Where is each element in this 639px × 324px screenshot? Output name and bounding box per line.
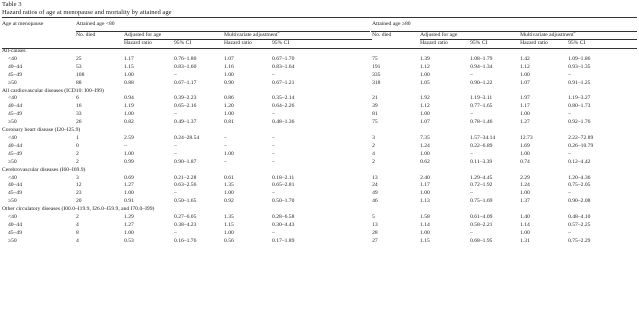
- col-hazard-ratio: Hazard ratio: [124, 40, 152, 46]
- row-label: ≥50: [8, 79, 17, 86]
- table-cell: –: [568, 150, 571, 157]
- table-cell: 0.91: [124, 198, 134, 205]
- section-row: [2, 48, 637, 56]
- table-cell: 1.15: [124, 63, 134, 70]
- table-cell: 0.38–4.23: [174, 221, 197, 228]
- table-cell: 0.86: [224, 95, 234, 102]
- table-cell: 5: [372, 214, 375, 221]
- table-cell: 0.27–6.05: [174, 214, 197, 221]
- table-cell: 24: [372, 182, 378, 189]
- table-cell: –: [272, 229, 275, 236]
- table-cell: 0.53: [124, 237, 134, 244]
- table-cell: 53: [76, 63, 82, 70]
- table-cell: 1.00: [224, 150, 234, 157]
- section-title: Cerebrovascular diseases (I60–I69.9): [2, 166, 86, 173]
- table-cell: 16: [76, 103, 82, 110]
- table-cell: 0.99: [124, 158, 134, 165]
- table-cell: 26: [76, 119, 82, 126]
- table-cell: 1.07: [520, 79, 530, 86]
- table-cell: 1.12: [420, 63, 430, 70]
- row-label: 45–49: [8, 150, 22, 157]
- sub-rule-right-mv: [520, 39, 637, 40]
- table-cell: 0.35–2.14: [272, 95, 295, 102]
- table-cell: 1.31: [520, 237, 530, 244]
- table-row: [2, 111, 637, 119]
- table-cell: 1.00: [124, 111, 134, 118]
- table-cell: 0.92: [224, 198, 234, 205]
- table-cell: 1.20–4.36: [568, 174, 591, 181]
- table-row: [2, 135, 637, 143]
- table-cell: 12: [76, 182, 82, 189]
- group-attained-age-80-plus: Attained age ≥80: [372, 21, 411, 27]
- table-cell: 1.12: [420, 103, 430, 110]
- table-cell: 1.00: [520, 190, 530, 197]
- table-cell: 4: [372, 150, 375, 157]
- table-cell: 0.75–2.05: [568, 182, 591, 189]
- table-cell: –: [568, 229, 571, 236]
- table-cell: 2.59: [124, 134, 134, 141]
- table-cell: 2: [372, 158, 375, 165]
- table-cell: 1.57–34.14: [470, 134, 496, 141]
- table-cell: 1.12: [520, 63, 530, 70]
- sub-rule-left-mv: [224, 39, 372, 40]
- table-cell: –: [272, 71, 275, 78]
- table-cell: 1.00: [420, 71, 430, 78]
- table-cell: 1.24: [420, 142, 430, 149]
- table-cell: 2.22–72.89: [568, 134, 594, 141]
- col-age-at-menopause: Age at menopause: [2, 21, 44, 27]
- table-cell: 13: [372, 174, 378, 181]
- group-rule-left: [76, 31, 370, 32]
- table-row: [2, 151, 637, 159]
- table-cell: 49: [372, 190, 378, 197]
- table-cell: 1.15: [420, 237, 430, 244]
- table-cell: 1.24: [520, 182, 530, 189]
- table-cell: 0.69: [124, 174, 134, 181]
- table-cell: 1.69: [520, 142, 530, 149]
- table-cell: 23: [76, 190, 82, 197]
- table-cell: 1.15: [224, 221, 234, 228]
- table-cell: 88: [76, 79, 82, 86]
- table-cell: 1.00: [420, 111, 430, 118]
- table-cell: 0.26–10.79: [568, 142, 594, 149]
- table-cell: –: [470, 71, 473, 78]
- table-cell: 1.19: [124, 103, 134, 110]
- table-cell: 1.00: [520, 111, 530, 118]
- table-row: [2, 95, 637, 103]
- table-cell: 12.73: [520, 134, 533, 141]
- table-cell: 81: [372, 111, 378, 118]
- table-cell: 0.39–2.23: [174, 95, 197, 102]
- table-cell: 1.00: [420, 150, 430, 157]
- table-row: [2, 64, 637, 72]
- table-cell: 1.27: [520, 119, 530, 126]
- table-cell: –: [174, 150, 177, 157]
- table-cell: 1.00: [520, 229, 530, 236]
- table-row: [2, 238, 637, 246]
- table-cell: 0.61: [224, 174, 234, 181]
- table-cell: 1.27: [124, 182, 134, 189]
- table-cell: 46: [372, 198, 378, 205]
- table-cell: –: [224, 134, 227, 141]
- table-row: [2, 214, 637, 222]
- table-cell: 0.94–1.34: [470, 63, 493, 70]
- table-cell: –: [470, 150, 473, 157]
- table-cell: 1.00: [224, 190, 234, 197]
- table-cell: 0.65–2.16: [174, 103, 197, 110]
- table-cell: 0.18–2.11: [272, 174, 295, 181]
- table-cell: 0.48–4.10: [568, 214, 591, 221]
- table-cell: 1.00: [224, 229, 234, 236]
- table-cell: 1.00: [520, 150, 530, 157]
- col-hazard-ratio: Hazard ratio: [420, 40, 448, 46]
- row-label: 40–44: [8, 221, 22, 228]
- table-cell: –: [174, 190, 177, 197]
- table-row: [2, 230, 637, 238]
- table-cell: –: [272, 150, 275, 157]
- table-cell: 0.72–1.92: [470, 182, 493, 189]
- table-cell: 1: [76, 134, 79, 141]
- col-no-died: No. died: [76, 32, 96, 38]
- table-row: [2, 143, 637, 151]
- table-cell: 0.61–4.09: [470, 214, 493, 221]
- table-cell: 0.21–2.28: [174, 174, 197, 181]
- row-label: ≥50: [8, 158, 17, 165]
- table-cell: 1.35: [224, 182, 234, 189]
- row-label: <40: [8, 214, 17, 221]
- table-cell: 33: [76, 111, 82, 118]
- row-label: 45–49: [8, 111, 22, 118]
- table-cell: 75: [372, 55, 378, 62]
- table-cell: 0.81: [224, 119, 234, 126]
- table-cell: 0.77–1.65: [470, 103, 493, 110]
- table-cell: 0.58–2.21: [470, 221, 493, 228]
- table-cell: 0.68–1.95: [470, 237, 493, 244]
- table-cell: 0.75–2.29: [568, 237, 591, 244]
- table-cell: 1.27: [124, 221, 134, 228]
- table-cell: 1.13: [420, 198, 430, 205]
- table-cell: 13: [372, 221, 378, 228]
- table-cell: 1.16: [224, 63, 234, 70]
- table-cell: –: [174, 229, 177, 236]
- table-cell: 2: [76, 214, 79, 221]
- table-cell: 0.82: [124, 119, 134, 126]
- table-cell: 0.56: [224, 237, 234, 244]
- col-multivariate: Multivariate adjustment$^a$: [520, 31, 576, 38]
- table-cell: 0.24–28.54: [174, 134, 200, 141]
- table-cell: 0.30–4.43: [272, 221, 295, 228]
- table-cell: 318: [372, 79, 381, 86]
- col-ci: 95% CI: [174, 40, 192, 46]
- table-cell: 1.29–4.45: [470, 174, 493, 181]
- row-label: 40–44: [8, 142, 22, 149]
- table-cell: –: [568, 71, 571, 78]
- table-cell: –: [470, 111, 473, 118]
- table-cell: –: [272, 158, 275, 165]
- table-row: [2, 80, 637, 88]
- table-cell: –: [272, 111, 275, 118]
- table-cell: 1.92: [420, 95, 430, 102]
- table-cell: 1.07: [420, 119, 430, 126]
- table-cell: –: [174, 142, 177, 149]
- table-title: Hazard ratios of age at menopause and mortality by attained age: [2, 8, 172, 16]
- table-cell: 21: [372, 95, 378, 102]
- table-cell: 1.07: [224, 55, 234, 62]
- col-adjusted-for-age: Adjusted for age: [420, 32, 458, 38]
- table-cell: 0.17–1.89: [272, 237, 295, 244]
- table-row: [2, 175, 637, 183]
- table-cell: 0.12–4.42: [568, 158, 591, 165]
- col-adjusted-for-age: Adjusted for age: [124, 32, 162, 38]
- section-row: [2, 127, 637, 135]
- table-row: [2, 190, 637, 198]
- table-cell: 0.75–1.69: [470, 198, 493, 205]
- group-attained-age-under-80: Attained age <80: [76, 21, 115, 27]
- table-cell: –: [272, 134, 275, 141]
- table-cell: 4: [76, 237, 79, 244]
- section-row: [2, 88, 637, 96]
- table-cell: 0.92–1.76: [568, 119, 591, 126]
- table-cell: 2: [76, 150, 79, 157]
- table-cell: 1.00: [124, 71, 134, 78]
- table-cell: 1.29: [124, 214, 134, 221]
- table-cell: 0.90–1.87: [174, 158, 197, 165]
- table-cell: 0.67–1.17: [174, 79, 197, 86]
- col-no-died: No. died: [372, 32, 392, 38]
- row-label: <40: [8, 174, 17, 181]
- table-caption: [2, 1, 172, 16]
- table-cell: 1.08–1.79: [470, 55, 493, 62]
- row-label: 45–49: [8, 71, 22, 78]
- table-cell: 0.83–1.64: [272, 63, 295, 70]
- table-cell: 0: [76, 142, 79, 149]
- table-cell: 1.17: [520, 103, 530, 110]
- table-cell: 1.19–3.27: [568, 95, 591, 102]
- table-cell: 1.42: [520, 55, 530, 62]
- table-cell: 0.22–6.89: [470, 142, 493, 149]
- row-label: 40–44: [8, 182, 22, 189]
- table-row: [2, 72, 637, 80]
- table-cell: 4: [76, 221, 79, 228]
- table-cell: 1.20: [224, 103, 234, 110]
- section-row: [2, 167, 637, 175]
- row-label: <40: [8, 134, 17, 141]
- table-cell: 0.50–1.70: [272, 198, 295, 205]
- table-cell: –: [470, 229, 473, 236]
- table-cell: 1.19–3.11: [470, 95, 493, 102]
- table-cell: 1.00: [124, 229, 134, 236]
- table-cell: 0.78–1.46: [470, 119, 493, 126]
- table-cell: 0.67–1.21: [272, 79, 295, 86]
- row-label: <40: [8, 95, 17, 102]
- table-cell: 0.83–1.60: [174, 63, 197, 70]
- table-cell: 0.65–2.81: [272, 182, 295, 189]
- row-label: ≥50: [8, 237, 17, 244]
- table-cell: 1.35: [224, 214, 234, 221]
- table-cell: 0.90: [224, 79, 234, 86]
- table-body: [2, 48, 637, 246]
- table-cell: 0.76–1.80: [174, 55, 197, 62]
- col-hazard-ratio: Hazard ratio: [224, 40, 252, 46]
- table-cell: 0.50–1.65: [174, 198, 197, 205]
- table-cell: 0.16–1.76: [174, 237, 197, 244]
- table-row: [2, 119, 637, 127]
- table-cell: 1.14: [420, 221, 430, 228]
- hazard-ratio-table: [2, 18, 637, 246]
- table-cell: 0.91–1.25: [568, 79, 591, 86]
- table-cell: 0.57–2.25: [568, 221, 591, 228]
- header-bottom-rule: [2, 48, 637, 49]
- table-row: [2, 198, 637, 206]
- row-label: 40–44: [8, 103, 22, 110]
- table-cell: 0.28–6.58: [272, 214, 295, 221]
- table-cell: 191: [372, 63, 381, 70]
- table-cell: 1.00: [224, 71, 234, 78]
- col-ci: 95% CI: [568, 40, 586, 46]
- row-label: 40–44: [8, 63, 22, 70]
- table-cell: 1.09–1.86: [568, 55, 591, 62]
- table-cell: 0.88: [124, 79, 134, 86]
- table-cell: 1.00: [124, 190, 134, 197]
- table-label: Table 3: [2, 1, 22, 8]
- table-cell: 25: [76, 55, 82, 62]
- col-ci: 95% CI: [272, 40, 290, 46]
- table-cell: 20: [76, 198, 82, 205]
- table-cell: 1.17: [420, 182, 430, 189]
- table-cell: 0.90–2.08: [568, 198, 591, 205]
- row-label: ≥50: [8, 198, 17, 205]
- table-cell: 0.63–2.56: [174, 182, 197, 189]
- table-cell: –: [224, 142, 227, 149]
- table-row: [2, 103, 637, 111]
- table-cell: 0.48–1.36: [272, 119, 295, 126]
- table-cell: 1.00: [420, 229, 430, 236]
- sub-rule-right-adj: [420, 39, 520, 40]
- table-cell: 2: [76, 158, 79, 165]
- row-label: <40: [8, 55, 17, 62]
- table-cell: 2.29: [520, 174, 530, 181]
- table-cell: 1.97: [520, 95, 530, 102]
- table-row: [2, 222, 637, 230]
- table-cell: 0.93–1.35: [568, 63, 591, 70]
- table-cell: 0.64–2.26: [272, 103, 295, 110]
- table-cell: 3: [372, 134, 375, 141]
- table-cell: 1.58: [420, 214, 430, 221]
- table-cell: 1.39: [420, 55, 430, 62]
- table-cell: 0.94: [124, 95, 134, 102]
- table-cell: 75: [372, 119, 378, 126]
- table-cell: 3: [76, 174, 79, 181]
- table-cell: 1.00: [224, 111, 234, 118]
- sub-rule-left-adj: [124, 39, 224, 40]
- table-cell: 0.62: [420, 158, 430, 165]
- table-cell: 28: [372, 229, 378, 236]
- table-cell: 1.00: [420, 190, 430, 197]
- section-title: Other circulatory diseases (I00.0–I19.9, I26.0–I59.9, and I70.0–I99): [2, 206, 155, 213]
- table-cell: 0.11–3.39: [470, 158, 493, 165]
- section-title: Coronary heart disease (I20–I25.9): [2, 127, 81, 134]
- table-cell: 1.17: [124, 55, 134, 62]
- table-cell: 7.35: [420, 134, 430, 141]
- table-row: [2, 56, 637, 64]
- table-cell: –: [224, 158, 227, 165]
- table-row: [2, 182, 637, 190]
- table-row: [2, 159, 637, 167]
- table-cell: 335: [372, 71, 381, 78]
- table-cell: –: [272, 190, 275, 197]
- table-cell: –: [174, 71, 177, 78]
- table-cell: –: [124, 142, 127, 149]
- table-cell: 0.80–1.73: [568, 103, 591, 110]
- table-cell: 1.40: [520, 214, 530, 221]
- table-cell: 2.40: [420, 174, 430, 181]
- col-hazard-ratio: Hazard ratio: [520, 40, 548, 46]
- table-cell: –: [174, 111, 177, 118]
- row-label: 45–49: [8, 190, 22, 197]
- table-cell: 0.74: [520, 158, 530, 165]
- table-cell: 0.49–1.37: [174, 119, 197, 126]
- section-title: All cardiovascular diseases (ICD10: I00–I99): [2, 87, 104, 94]
- col-multivariate: Multivariate adjustment$^a$: [224, 31, 280, 38]
- table-cell: 39: [372, 103, 378, 110]
- table-cell: 8: [76, 229, 79, 236]
- table-cell: 0.90–1.22: [470, 79, 493, 86]
- table-cell: 1.00: [124, 150, 134, 157]
- table-cell: 27: [372, 237, 378, 244]
- table-cell: 108: [76, 71, 85, 78]
- table-cell: 1.37: [520, 198, 530, 205]
- table-cell: 1.14: [520, 221, 530, 228]
- group-rule-right: [371, 31, 637, 32]
- table-cell: 6: [76, 95, 79, 102]
- section-row: [2, 206, 637, 214]
- table-cell: 0.67–1.70: [272, 55, 295, 62]
- row-label: ≥50: [8, 119, 17, 126]
- row-label: 45–49: [8, 229, 22, 236]
- table-cell: –: [568, 190, 571, 197]
- col-ci: 95% CI: [470, 40, 488, 46]
- table-cell: –: [568, 111, 571, 118]
- table-cell: –: [272, 142, 275, 149]
- table-cell: 2: [372, 142, 375, 149]
- table-cell: 1.00: [520, 71, 530, 78]
- section-title: All-causes: [2, 48, 26, 54]
- table-cell: 1.05: [420, 79, 430, 86]
- table-cell: –: [470, 190, 473, 197]
